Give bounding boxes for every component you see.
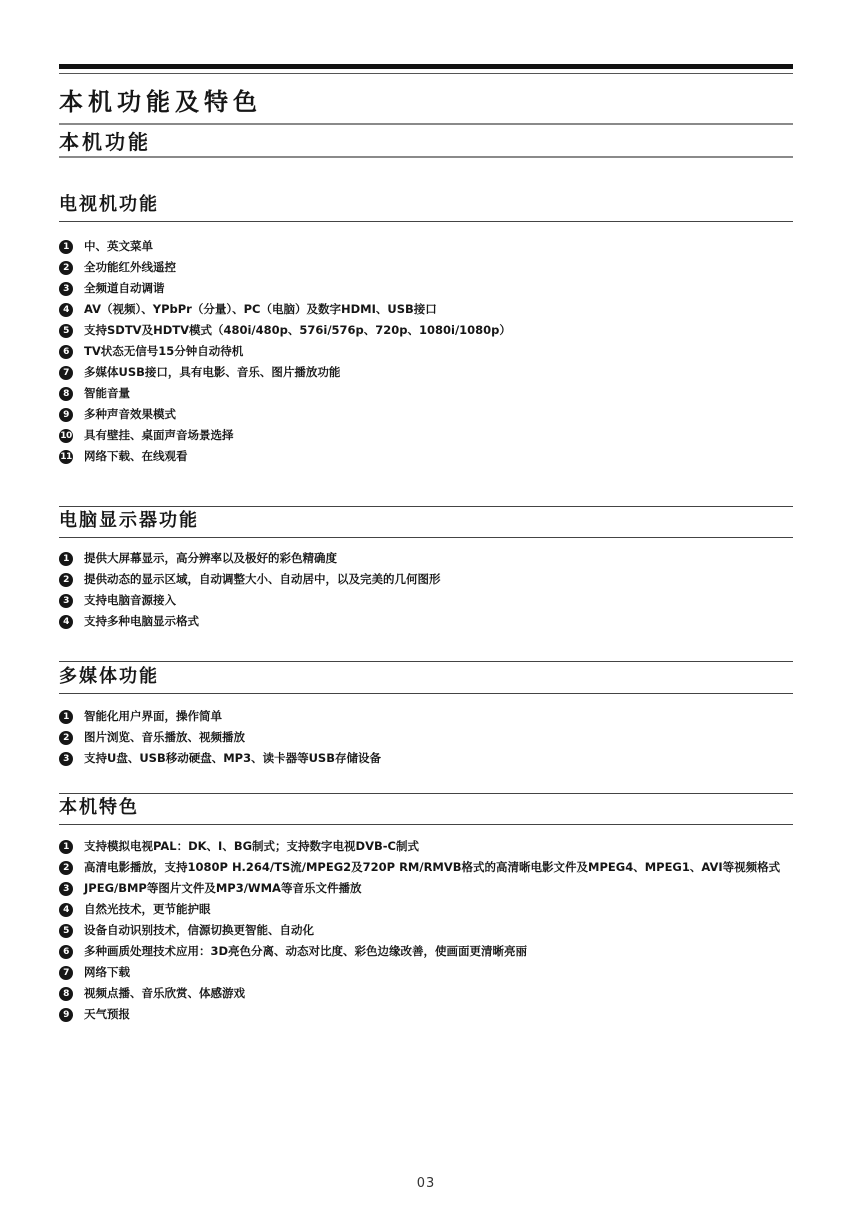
number-badge: 7 [59, 366, 73, 380]
list-item [59, 878, 799, 899]
number-badge: 1 [59, 240, 73, 254]
number-badge: 2 [59, 731, 73, 745]
number-badge: 5 [59, 924, 73, 938]
list-item-text: 网络下载、在线观看 [84, 449, 188, 463]
number-badge: 3 [59, 282, 73, 296]
number-badge: 8 [59, 387, 73, 401]
list-item [59, 257, 799, 278]
list-item-text: 智能音量 [84, 386, 130, 400]
number-badge: 1 [59, 840, 73, 854]
list-item-text: 支持SDTV及HDTV模式（480i/480p、576i/576p、720p、1080i/1080p） [84, 323, 511, 337]
number-badge: 8 [59, 987, 73, 1001]
list-item [59, 278, 799, 299]
pc-monitor-features-list [59, 548, 799, 632]
number-badge: 3 [59, 882, 73, 896]
list-item-text: 多种声音效果模式 [84, 407, 176, 421]
list-item-text: 支持U盘、USB移动硬盘、MP3、读卡器等USB存储设备 [84, 751, 381, 765]
subtitle-divider [59, 156, 793, 158]
list-item [59, 983, 799, 1004]
list-item-text: 提供大屏幕显示，高分辨率以及极好的彩色精确度 [84, 551, 337, 565]
list-item-text: 多种画质处理技术应用：3D亮色分离、动态对比度、彩色边缘改善，使画面更清晰亮丽 [84, 944, 528, 958]
list-item [59, 446, 799, 467]
tv-features-list [59, 236, 799, 467]
section-divider [59, 824, 793, 825]
list-item-text: 全频道自动调谐 [84, 281, 165, 295]
list-item [59, 727, 799, 748]
list-item-text: 提供动态的显示区域，自动调整大小、自动居中，以及完美的几何图形 [84, 572, 441, 586]
list-item [59, 836, 799, 857]
list-item [59, 590, 799, 611]
section-divider [59, 221, 793, 222]
list-item [59, 299, 799, 320]
list-item [59, 320, 799, 341]
list-item [59, 941, 799, 962]
list-item [59, 341, 799, 362]
number-badge: 7 [59, 966, 73, 980]
section-heading-highlights: 本机特色 [59, 797, 139, 818]
list-item-text: AV（视频）、YPbPr（分量）、PC（电脑）及数字HDMI、USB接口 [84, 302, 437, 316]
list-item [59, 1004, 799, 1025]
number-badge: 5 [59, 324, 73, 338]
page-subtitle: 本机功能 [59, 130, 151, 154]
highlights-list [59, 836, 799, 1025]
section-divider [59, 506, 793, 507]
list-item-text: 支持模拟电视PAL：DK、I、BG制式；支持数字电视DVB-C制式 [84, 839, 419, 853]
number-badge: 2 [59, 261, 73, 275]
list-item [59, 383, 799, 404]
number-badge: 4 [59, 303, 73, 317]
list-item-text: 网络下载 [84, 965, 130, 979]
number-badge: 9 [59, 408, 73, 422]
list-item-text: 多媒体USB接口，具有电影、音乐、图片播放功能 [84, 365, 341, 379]
number-badge: 2 [59, 861, 73, 875]
list-item [59, 899, 799, 920]
multimedia-features-list [59, 706, 799, 769]
number-badge: 9 [59, 1008, 73, 1022]
list-item [59, 362, 799, 383]
number-badge: 4 [59, 615, 73, 629]
list-item-text: 视频点播、音乐欣赏、体感游戏 [84, 986, 245, 1000]
list-item-text: JPEG/BMP等图片文件及MP3/WMA等音乐文件播放 [84, 881, 362, 895]
number-badge: 2 [59, 573, 73, 587]
list-item [59, 706, 799, 727]
number-badge: 3 [59, 752, 73, 766]
list-item-text: 设备自动识别技术，信源切换更智能、自动化 [84, 923, 314, 937]
page-number: 03 [416, 1176, 436, 1191]
list-item [59, 404, 799, 425]
list-item [59, 425, 799, 446]
section-heading-multimedia: 多媒体功能 [59, 666, 159, 687]
list-item [59, 569, 799, 590]
number-badge: 11 [60, 452, 72, 462]
section-divider [59, 661, 793, 662]
page-title: 本机功能及特色 [59, 88, 262, 116]
number-badge: 1 [59, 710, 73, 724]
list-item-text: TV状态无信号15分钟自动待机 [84, 344, 244, 358]
list-item [59, 748, 799, 769]
section-heading-pc-monitor: 电脑显示器功能 [59, 510, 199, 531]
list-item-text: 支持电脑音源接入 [84, 593, 176, 607]
list-item-text: 自然光技术，更节能护眼 [84, 902, 211, 916]
number-badge: 10 [60, 431, 72, 441]
number-badge: 6 [59, 345, 73, 359]
top-border-thin [59, 73, 793, 74]
list-item-text: 中、英文菜单 [84, 239, 153, 253]
title-divider [59, 123, 793, 125]
number-badge: 6 [59, 945, 73, 959]
list-item-text: 天气预报 [84, 1007, 130, 1021]
section-heading-tv-features: 电视机功能 [59, 194, 159, 215]
number-badge: 4 [59, 903, 73, 917]
section-divider [59, 693, 793, 694]
number-badge: 3 [59, 594, 73, 608]
list-item-text: 全功能红外线遥控 [84, 260, 176, 274]
list-item [59, 236, 799, 257]
section-divider [59, 793, 793, 794]
number-badge: 1 [59, 552, 73, 566]
list-item [59, 611, 799, 632]
list-item-text: 图片浏览、音乐播放、视频播放 [84, 730, 245, 744]
list-item-text: 具有壁挂、桌面声音场景选择 [84, 428, 234, 442]
list-item [59, 857, 799, 878]
list-item-text: 智能化用户界面，操作简单 [84, 709, 222, 723]
top-border-thick [59, 64, 793, 69]
list-item [59, 920, 799, 941]
section-divider [59, 537, 793, 538]
list-item-text: 支持多种电脑显示格式 [84, 614, 199, 628]
list-item-text: 高清电影播放，支持1080P H.264/TS流/MPEG2及720P RM/RMVB格式的高清晰电影文件及MPEG4、MPEG1、AVI等视频格式 [84, 860, 781, 874]
list-item [59, 548, 799, 569]
list-item [59, 962, 799, 983]
